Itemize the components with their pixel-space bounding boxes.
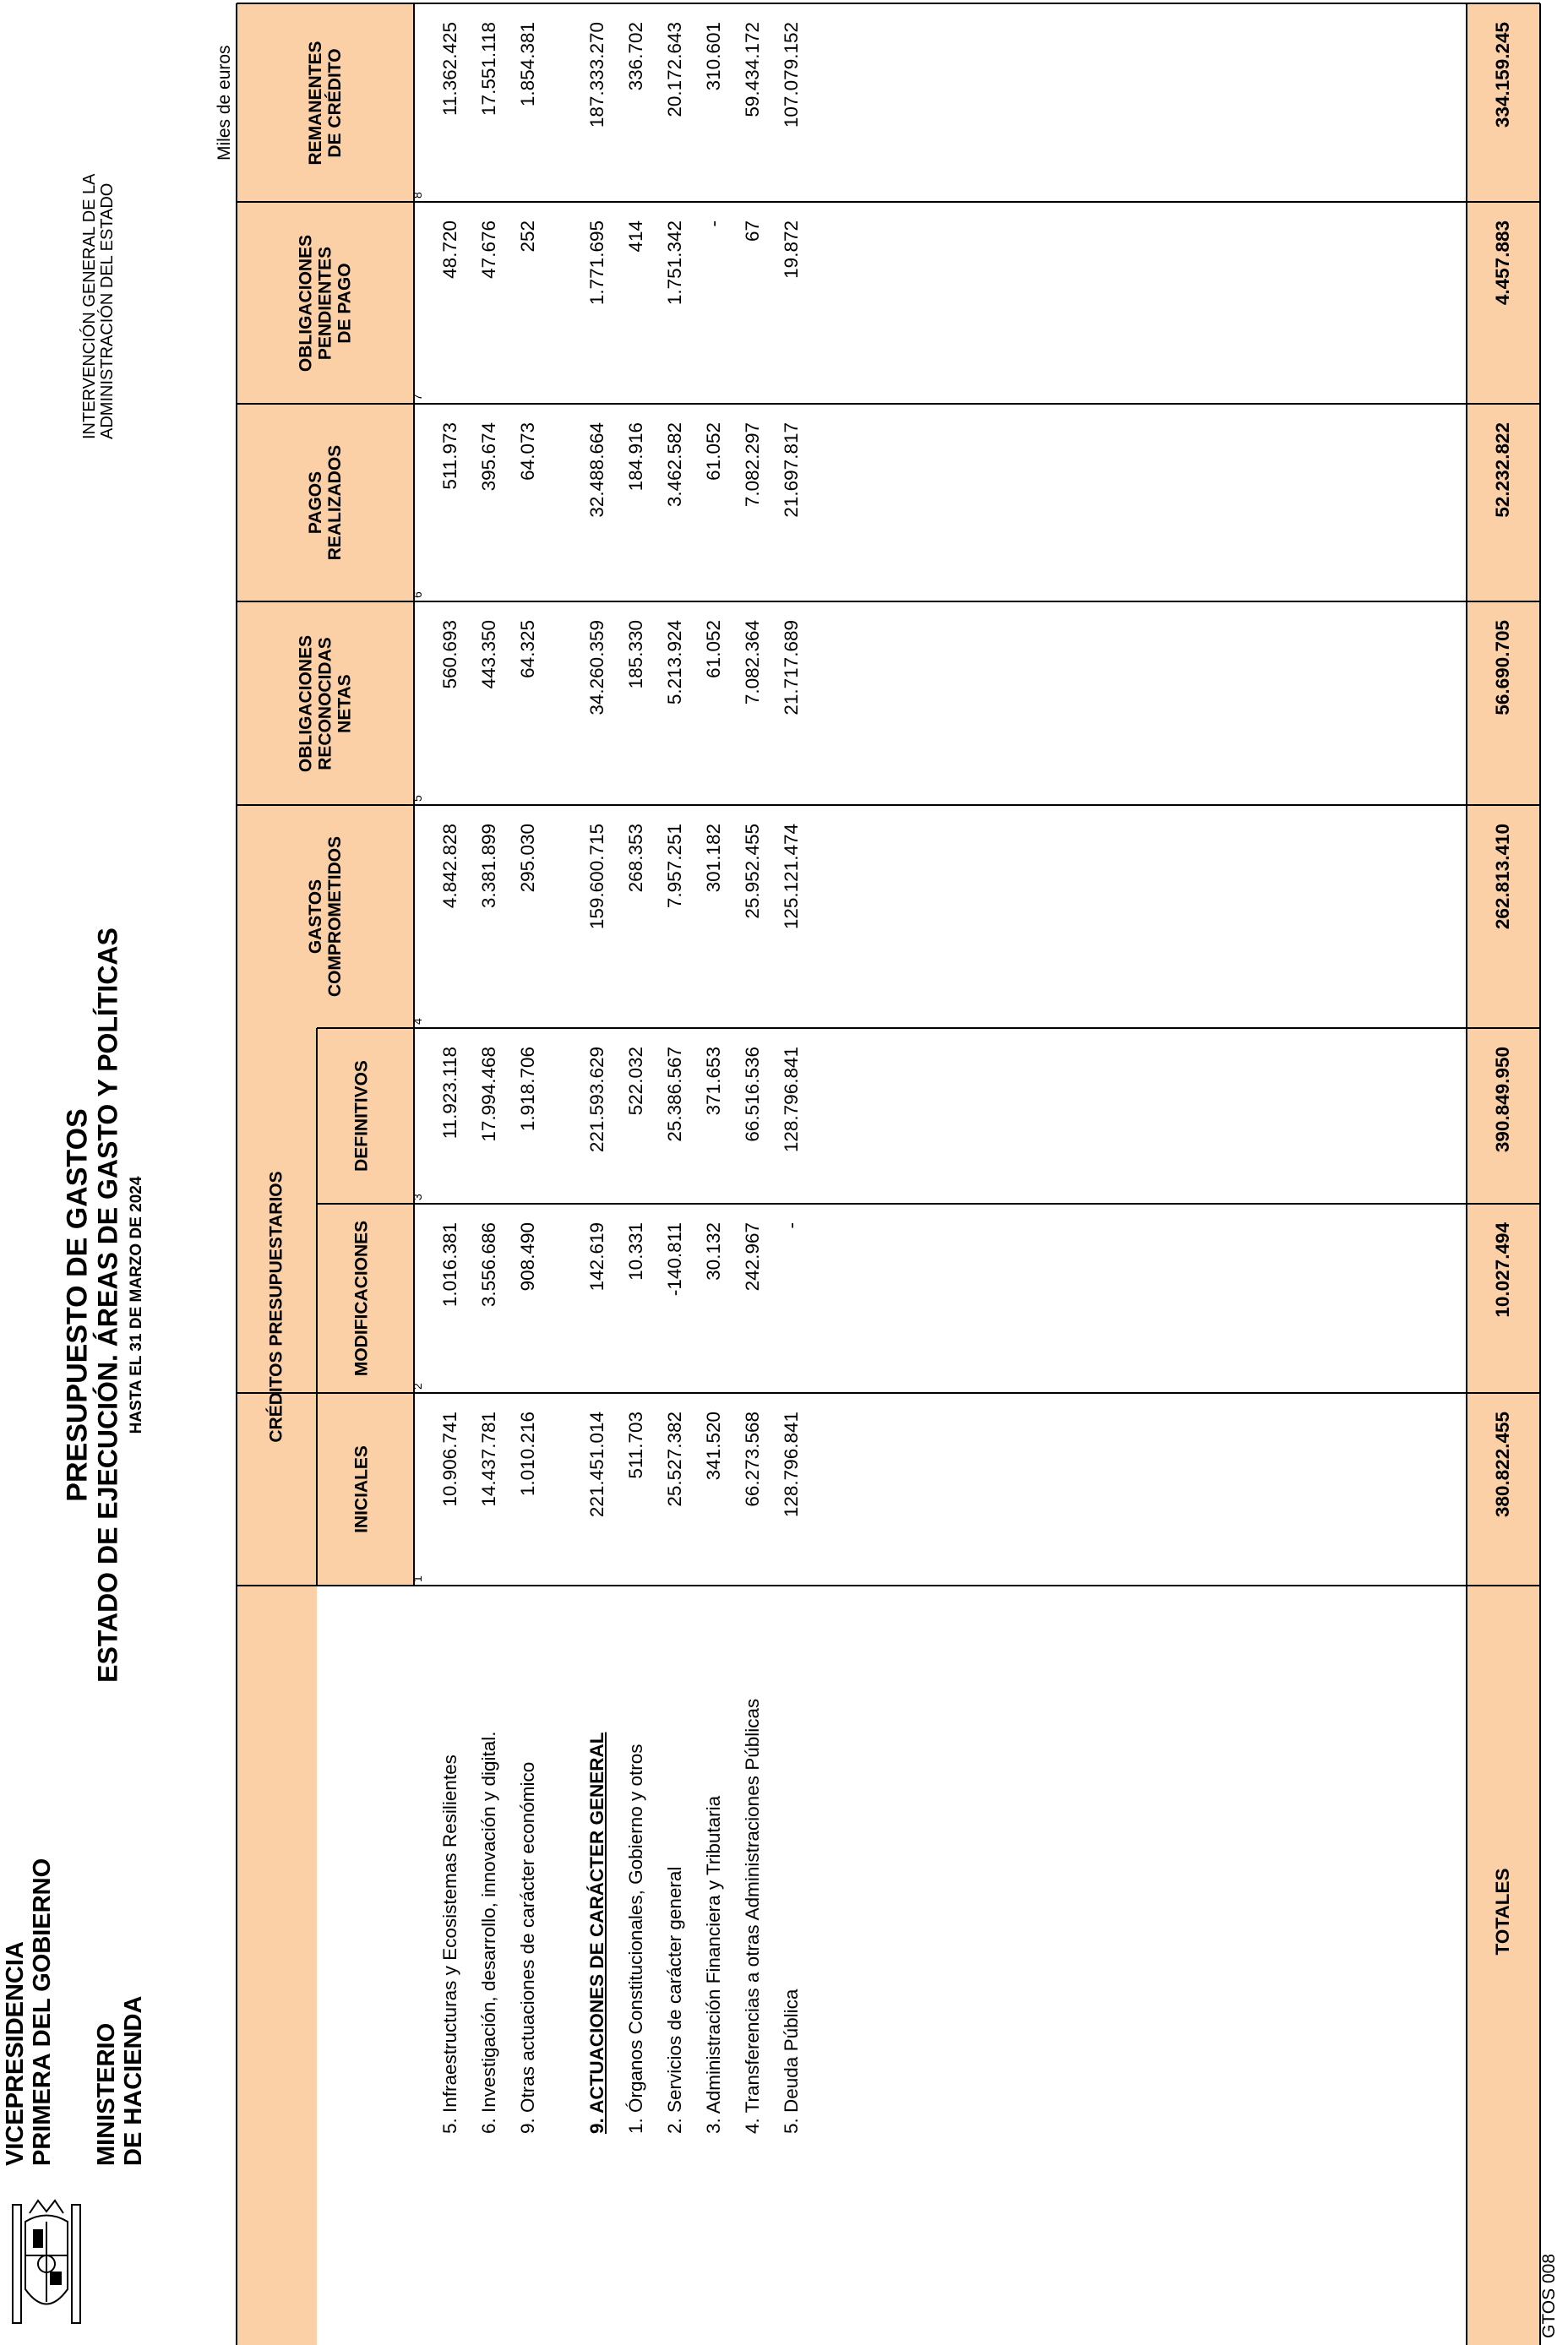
column-header-8	[306, 41, 345, 165]
row-8-cell-8: 107.079.152	[781, 22, 802, 128]
row-3-cell-2: 142.619	[586, 1222, 607, 1292]
column-header-6-line: PAGOS	[306, 471, 325, 535]
row-8-cell-7: 19.872	[781, 220, 802, 279]
row-7-cell-4: 25.952.455	[742, 824, 763, 919]
row-label-7: 4. Transferencias a otras Administraciones Públicas	[742, 1698, 763, 2134]
column-header-5-line: RECONOCIDAS	[315, 636, 335, 770]
totals-cell-3: 390.849.950	[1492, 1047, 1513, 1153]
column-header-7	[297, 234, 355, 371]
row-1-cell-1: 14.437.781	[478, 1412, 499, 1507]
row-7-cell-1: 66.273.568	[742, 1412, 763, 1507]
row-0-cell-4: 4.842.828	[439, 824, 460, 909]
row-5-cell-1: 25.527.382	[664, 1412, 685, 1507]
row-6-cell-4: 301.182	[703, 824, 724, 893]
totals-cell-4: 262.813.410	[1492, 824, 1513, 930]
units-label: Miles de euros	[215, 45, 234, 161]
totals-cell-8: 334.159.245	[1492, 22, 1513, 128]
row-1-cell-8: 17.551.118	[478, 22, 499, 116]
row-3-cell-7: 1.771.695	[586, 220, 607, 306]
row-8-cell-6: 21.697.817	[781, 422, 802, 518]
row-2-cell-2: 908.490	[517, 1222, 538, 1292]
report-subtitle: ESTADO DE EJECUCIÓN. ÁREAS DE GASTO Y POLÍTICAS	[92, 928, 123, 1683]
row-label-3: 9. ACTUACIONES DE CARÁCTER GENERAL	[586, 1732, 607, 2134]
column-header-7-line: DE PAGO	[335, 262, 355, 344]
row-4-cell-2: 10.331	[625, 1222, 646, 1281]
row-label-5: 2. Servicios de carácter general	[664, 1866, 685, 2134]
column-header-3: DEFINITIVOS	[351, 1060, 372, 1172]
row-6-cell-2: 30.132	[703, 1222, 724, 1281]
row-7-cell-7: 67	[742, 220, 763, 242]
column-number-5: 5	[411, 795, 424, 802]
row-0-cell-7: 48.720	[439, 220, 460, 279]
row-2-cell-8: 1.854.381	[517, 22, 538, 107]
row-5-cell-2: -140.811	[664, 1222, 685, 1297]
row-5-cell-7: 1.751.342	[664, 220, 685, 306]
footer-code: GTOS 008	[1539, 2254, 1559, 2338]
row-header-fill	[237, 1586, 317, 2345]
row-label-6: 3. Administración Financiera y Tributaria	[703, 1795, 724, 2134]
row-1-cell-5: 443.350	[478, 620, 499, 689]
row-label-2: 9. Otras actuaciones de carácter económico	[517, 1761, 538, 2134]
row-4-cell-8: 336.702	[625, 22, 646, 91]
row-6-cell-6: 61.052	[703, 422, 724, 481]
row-2-cell-3: 1.918.706	[517, 1047, 538, 1132]
row-1-cell-6: 395.674	[478, 422, 499, 492]
row-1-cell-7: 47.676	[478, 220, 499, 279]
row-1-cell-2: 3.556.686	[478, 1222, 499, 1308]
row-8-cell-4: 125.121.474	[781, 824, 802, 930]
row-5-cell-4: 7.957.251	[664, 824, 685, 909]
agency-block	[81, 173, 117, 439]
row-label-8: 5. Deuda Pública	[781, 1989, 802, 2134]
column-header-7-line: PENDIENTES	[315, 246, 335, 360]
row-2-cell-5: 64.325	[517, 620, 538, 678]
column-header-8-line: REMANENTES	[306, 40, 325, 166]
row-7-cell-2: 242.967	[742, 1222, 763, 1292]
row-3-cell-6: 32.488.664	[586, 422, 607, 518]
row-2-cell-6: 64.073	[517, 422, 538, 481]
row-8-cell-5: 21.717.689	[781, 620, 802, 715]
row-6-cell-3: 371.653	[703, 1047, 724, 1116]
totals-label: TOTALES	[1492, 1868, 1513, 1956]
column-number-1: 1	[411, 1575, 424, 1582]
totals-cell-1: 380.822.455	[1492, 1412, 1513, 1518]
row-0-cell-2: 1.016.381	[439, 1222, 460, 1308]
row-2-cell-1: 1.010.216	[517, 1412, 538, 1497]
column-header-1: INICIALES	[351, 1445, 372, 1533]
row-8-cell-2: -	[781, 1222, 802, 1229]
row-4-cell-7: 414	[625, 220, 646, 253]
totals-cell-7: 4.457.883	[1492, 220, 1513, 306]
ministry-block	[2, 1858, 147, 2166]
row-6-cell-7: -	[703, 220, 724, 227]
row-2-cell-4: 295.030	[517, 824, 538, 893]
row-0-cell-5: 560.693	[439, 620, 460, 689]
ministry-line-3: MINISTERIO	[93, 2022, 120, 2166]
row-4-cell-3: 522.032	[625, 1047, 646, 1116]
row-3-cell-3: 221.593.629	[586, 1047, 607, 1153]
totals-cell-5: 56.690.705	[1492, 620, 1513, 715]
agency-line-1: INTERVENCIÓN GENERAL DE LA	[80, 173, 99, 439]
group-header: CRÉDITOS PRESUPUESTARIOS	[266, 1171, 286, 1443]
column-header-6-line: REALIZADOS	[325, 444, 345, 561]
row-4-cell-6: 184.916	[625, 422, 646, 492]
totals-cell-6: 52.232.822	[1492, 422, 1513, 518]
row-4-cell-4: 268.353	[625, 824, 646, 893]
row-1-cell-3: 17.994.468	[478, 1047, 499, 1142]
row-label-0: 5. Infraestructuras y Ecosistemas Resilientes	[439, 1755, 460, 2134]
row-0-cell-3: 11.923.118	[439, 1047, 460, 1140]
report-title: PRESUPUESTO DE GASTOS	[61, 1108, 94, 1502]
row-7-cell-3: 66.516.536	[742, 1047, 763, 1142]
column-header-6	[306, 445, 345, 561]
coat-of-arms-icon	[4, 2196, 89, 2331]
totals-cell-2: 10.027.494	[1492, 1222, 1513, 1318]
column-number-7: 7	[411, 394, 424, 400]
row-label-4: 1. Órganos Constitucionales, Gobierno y otros	[625, 1744, 646, 2134]
column-number-6: 6	[411, 591, 424, 598]
row-4-cell-1: 511.703	[625, 1412, 646, 1479]
row-1-cell-4: 3.381.899	[478, 824, 499, 909]
column-header-5-line: NETAS	[335, 673, 355, 733]
row-3-cell-8: 187.333.270	[586, 22, 607, 128]
column-header-5-line: OBLIGACIONES	[296, 634, 316, 772]
column-number-8: 8	[411, 192, 424, 199]
column-number-2: 2	[411, 1383, 424, 1390]
row-2-cell-7: 252	[517, 220, 538, 253]
column-header-2: MODIFICACIONES	[351, 1220, 372, 1377]
column-header-4	[306, 836, 345, 997]
column-header-5	[297, 634, 355, 771]
column-header-8-line: DE CRÉDITO	[325, 47, 345, 158]
row-0-cell-6: 511.973	[439, 422, 460, 490]
row-8-cell-3: 128.796.841	[781, 1047, 802, 1153]
row-5-cell-5: 5.213.924	[664, 620, 685, 705]
ministry-line-1: VICEPRESIDENCIA	[2, 1941, 29, 2166]
row-3-cell-5: 34.260.359	[586, 620, 607, 715]
report-date: HASTA EL 31 DE MARZO DE 2024	[128, 1176, 145, 1434]
row-7-cell-6: 7.082.297	[742, 422, 763, 508]
row-7-cell-8: 59.434.172	[742, 22, 763, 117]
agency-line-2: ADMINISTRACIÓN DEL ESTADO	[98, 182, 117, 439]
row-8-cell-1: 128.796.841	[781, 1412, 802, 1518]
row-0-cell-1: 10.906.741	[439, 1412, 460, 1507]
totals-row-fill	[1467, 3, 1540, 2345]
row-6-cell-8: 310.601	[703, 22, 724, 91]
row-0-cell-8: 11.362.425	[439, 22, 460, 116]
row-label-1: 6. Investigación, desarrollo, innovación y digital.	[478, 1731, 499, 2134]
column-header-7-line: OBLIGACIONES	[296, 234, 316, 372]
ministry-line-4: DE HACIENDA	[120, 1995, 147, 2166]
row-7-cell-5: 7.082.364	[742, 620, 763, 705]
row-6-cell-1: 341.520	[703, 1412, 724, 1481]
ministry-line-2: PRIMERA DEL GOBIERNO	[29, 1858, 56, 2166]
column-header-4-line: GASTOS	[306, 879, 325, 955]
row-3-cell-4: 159.600.715	[586, 824, 607, 930]
row-4-cell-5: 185.330	[625, 620, 646, 689]
row-5-cell-6: 3.462.582	[664, 422, 685, 508]
row-6-cell-5: 61.052	[703, 620, 724, 678]
row-3-cell-1: 221.451.014	[586, 1412, 607, 1518]
column-number-4: 4	[411, 1018, 424, 1025]
column-number-3: 3	[411, 1194, 424, 1200]
row-5-cell-3: 25.386.567	[664, 1047, 685, 1142]
row-5-cell-8: 20.172.643	[664, 22, 685, 117]
column-header-4-line: COMPROMETIDOS	[325, 835, 345, 998]
